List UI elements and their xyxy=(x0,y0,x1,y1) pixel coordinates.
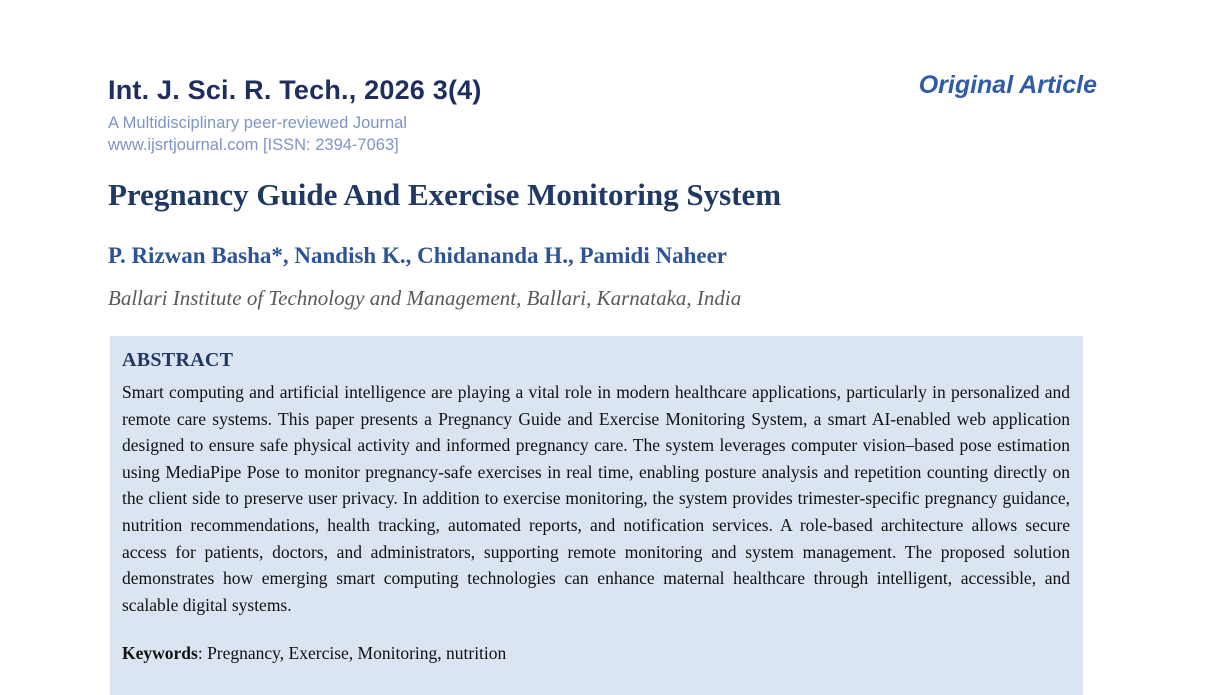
keywords-line xyxy=(122,643,1070,664)
abstract-heading: ABSTRACT xyxy=(122,349,234,371)
journal-title: Int. J. Sci. R. Tech., 2026 3(4) xyxy=(108,75,482,105)
abstract-body-text: Smart computing and artificial intelligence are playing a vital role in modern healthcare applications, particularly in personalized and remote care systems. This paper presents a Pregnancy Guide and Exercise Monitoring System, a smart AI-enabled web application designed to ensure safe physical activity and informed pregnancy care. The system leverages computer vision–based pose estimation using MediaPipe Pose to monitor pregnancy-safe exercises in real time, enabling posture analysis and repetition counting directly on the client side to preserve user privacy. In addition to exercise monitoring, the system provides trimester-specific pregnancy guidance, nutrition recommendations, health tracking, automated reports, and notification services. A role-based architecture allows secure access for patients, doctors, and administrators, supporting remote monitoring and system management. The proposed solution demonstrates how emerging smart computing technologies can enhance maternal healthcare through intelligent, accessible, and scalable digital systems. xyxy=(122,382,1070,615)
journal-header xyxy=(108,74,482,156)
authors-line: P. Rizwan Basha*, Nandish K., Chidananda H., Pamidi Naheer xyxy=(108,243,728,268)
abstract-box xyxy=(110,336,1083,695)
keywords-values: : Pregnancy, Exercise, Monitoring, nutrition xyxy=(197,643,507,664)
paper-title: Pregnancy Guide And Exercise Monitoring System xyxy=(108,177,782,212)
article-type-label: Original Article xyxy=(918,71,1097,99)
journal-subtitle: A Multidisciplinary peer-reviewed Journal xyxy=(108,114,407,132)
keywords-label: Keywords xyxy=(122,643,198,664)
journal-url-issn: www.ijsrtjournal.com [ISSN: 2394-7063] xyxy=(108,136,399,154)
affiliation-line: Ballari Institute of Technology and Management, Ballari, Karnataka, India xyxy=(108,286,742,310)
